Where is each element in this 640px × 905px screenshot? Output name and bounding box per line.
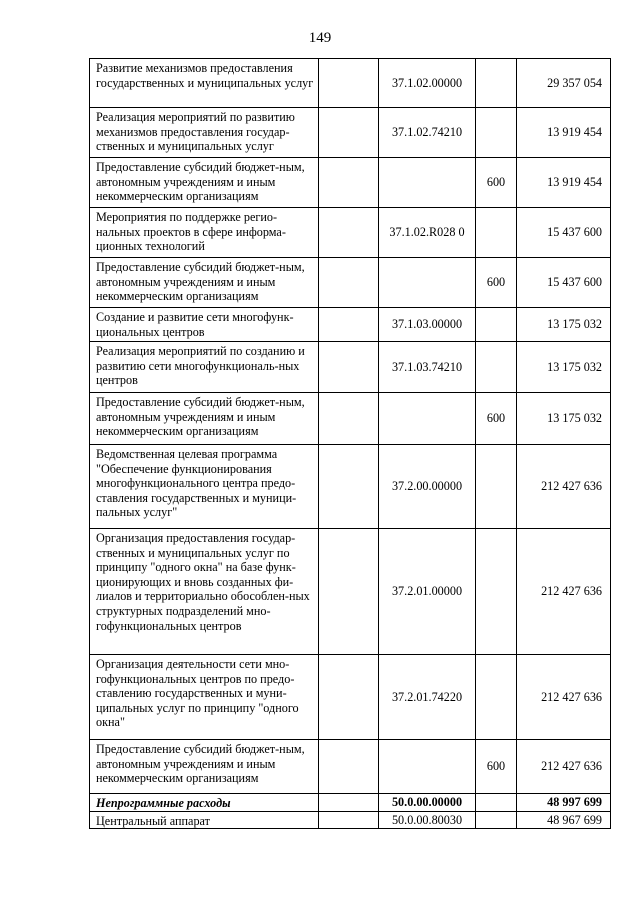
row-code xyxy=(379,258,476,308)
row-name: Предоставление субсидий бюджет-ным, автономным учреждениям и иным некоммерческим организациям xyxy=(90,258,319,308)
table-row xyxy=(90,158,611,208)
table-row xyxy=(90,59,611,108)
row-amount: 212 427 636 xyxy=(517,740,611,794)
row-code: 37.2.01.00000 xyxy=(379,529,476,655)
table-row xyxy=(90,258,611,308)
row-code: 37.1.02.00000 xyxy=(379,59,476,108)
row-code xyxy=(379,158,476,208)
row-amount: 13 919 454 xyxy=(517,108,611,158)
row-blank-cell xyxy=(319,794,379,812)
row-code: 37.2.00.00000 xyxy=(379,445,476,529)
row-expense-type: 600 xyxy=(476,258,517,308)
row-blank-cell xyxy=(319,158,379,208)
table-row xyxy=(90,811,611,829)
row-blank-cell xyxy=(319,59,379,108)
row-blank-cell xyxy=(319,811,379,829)
table-row xyxy=(90,529,611,655)
row-name: Предоставление субсидий бюджет-ным, автономным учреждениям и иным некоммерческим организациям xyxy=(90,740,319,794)
row-blank-cell xyxy=(319,208,379,258)
row-amount: 13 175 032 xyxy=(517,308,611,342)
row-amount: 212 427 636 xyxy=(517,445,611,529)
row-name: Организация деятельности сети мно-гофункциональных центров по предо-ставлению государственных и муни-ципальных услуг по принципу "одного окна" xyxy=(90,655,319,740)
row-blank-cell xyxy=(319,308,379,342)
row-amount: 212 427 636 xyxy=(517,529,611,655)
row-amount: 29 357 054 xyxy=(517,59,611,108)
row-name: Предоставление субсидий бюджет-ным, автономным учреждениям и иным некоммерческим организациям xyxy=(90,393,319,445)
row-blank-cell xyxy=(319,258,379,308)
row-amount: 15 437 600 xyxy=(517,258,611,308)
row-blank-cell xyxy=(319,740,379,794)
row-code: 37.2.01.74220 xyxy=(379,655,476,740)
row-expense-type xyxy=(476,342,517,393)
row-code: 37.1.02.74210 xyxy=(379,108,476,158)
row-expense-type xyxy=(476,445,517,529)
row-amount: 13 919 454 xyxy=(517,158,611,208)
row-expense-type: 600 xyxy=(476,740,517,794)
row-code: 37.1.02.R028 0 xyxy=(379,208,476,258)
row-amount: 48 967 699 xyxy=(517,811,611,829)
row-expense-type xyxy=(476,208,517,258)
row-name: Создание и развитие сети многофунк-циональных центров xyxy=(90,308,319,342)
row-code: 50.0.00.00000 xyxy=(379,794,476,812)
row-name: Центральный аппарат xyxy=(90,811,319,829)
row-name: Реализация мероприятий по развитию механизмов предоставления государ-ственных и муниципальных услуг xyxy=(90,108,319,158)
row-code xyxy=(379,393,476,445)
row-amount: 13 175 032 xyxy=(517,393,611,445)
row-blank-cell xyxy=(319,393,379,445)
table-row-total xyxy=(90,794,611,812)
page-number: 149 xyxy=(308,30,332,46)
table-row xyxy=(90,393,611,445)
row-expense-type xyxy=(476,655,517,740)
table-row xyxy=(90,740,611,794)
row-name: Реализация мероприятий по созданию и развитию сети многофункциональ-ных центров xyxy=(90,342,319,393)
row-expense-type xyxy=(476,794,517,812)
row-code: 37.1.03.00000 xyxy=(379,308,476,342)
budget-table xyxy=(89,58,611,829)
row-blank-cell xyxy=(319,655,379,740)
row-expense-type xyxy=(476,59,517,108)
row-code: 37.1.03.74210 xyxy=(379,342,476,393)
row-expense-type xyxy=(476,108,517,158)
row-name: Ведомственная целевая программа "Обеспечение функционирования многофункционального центра предо-ставления государственных и муници-пальных услуг" xyxy=(90,445,319,529)
table-row xyxy=(90,342,611,393)
row-name: Мероприятия по поддержке регио-нальных проектов в сфере информа-ционных технологий xyxy=(90,208,319,258)
table-row xyxy=(90,445,611,529)
row-amount: 15 437 600 xyxy=(517,208,611,258)
row-blank-cell xyxy=(319,529,379,655)
table-row xyxy=(90,208,611,258)
table-row xyxy=(90,655,611,740)
row-blank-cell xyxy=(319,108,379,158)
table-row xyxy=(90,308,611,342)
table-row xyxy=(90,108,611,158)
row-amount: 13 175 032 xyxy=(517,342,611,393)
row-name: Организация предоставления государ-ственных и муниципальных услуг по принципу "одного окна" на базе функ-ционирующих и вновь созданных фи-лиалов и территориально обособлен-ных структурных подразделений мно-гофункциональных центров xyxy=(90,529,319,655)
row-blank-cell xyxy=(319,342,379,393)
row-name: Непрограммные расходы xyxy=(90,794,319,812)
row-expense-type xyxy=(476,811,517,829)
row-name: Предоставление субсидий бюджет-ным, автономным учреждениям и иным некоммерческим организациям xyxy=(90,158,319,208)
row-expense-type: 600 xyxy=(476,393,517,445)
row-expense-type xyxy=(476,529,517,655)
row-expense-type xyxy=(476,308,517,342)
row-name: Развитие механизмов предоставления государственных и муниципальных услуг xyxy=(90,59,319,108)
row-code: 50.0.00.80030 xyxy=(379,811,476,829)
row-expense-type: 600 xyxy=(476,158,517,208)
row-code xyxy=(379,740,476,794)
row-amount: 48 997 699 xyxy=(517,794,611,812)
row-amount: 212 427 636 xyxy=(517,655,611,740)
row-blank-cell xyxy=(319,445,379,529)
